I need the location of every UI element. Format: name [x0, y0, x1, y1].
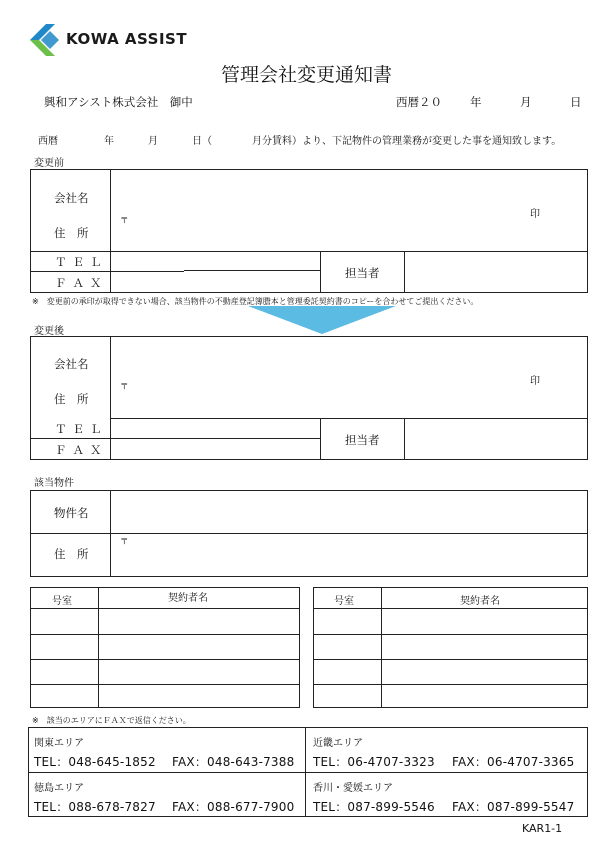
contact-fax-kinki: FAX：06-4707-3365: [452, 755, 575, 769]
before-heading: 変更前: [34, 158, 64, 169]
before-person-label: 担当者: [345, 266, 380, 280]
left-contractor-header: 契約者名: [168, 593, 208, 604]
tenant-table-right: [313, 587, 588, 708]
contact-fax-kanto: FAX：048-643-7388: [172, 755, 295, 769]
intro-era: 西暦: [38, 136, 58, 147]
down-arrow-icon: [248, 306, 396, 334]
after-seal: 印: [530, 376, 540, 387]
contact-tel-kinki: TEL：06-4707-3323: [313, 755, 435, 769]
after-postal-mark: 〒: [120, 382, 129, 392]
before-tel-label: ＴＥＬ: [55, 255, 108, 269]
before-note: ※ 変更前の承印が取得できない場合、該当物件の不動産登記簿謄本と管理委託契約書のコピーを合わせてご提出ください。: [32, 297, 479, 306]
property-postal-mark: 〒: [120, 537, 129, 547]
contact-note: ※ 該当のエリアにＦＡＸで返信ください。: [32, 716, 191, 725]
before-table: [30, 169, 588, 293]
before-fax-label: ＦＡＸ: [55, 276, 108, 290]
right-room-header: 号室: [334, 596, 354, 607]
intro-month: 月: [148, 136, 158, 147]
kowa-logo-icon: [28, 22, 68, 58]
date-month: 月: [520, 95, 532, 109]
logo-text: KOWA ASSIST: [66, 30, 188, 48]
intro-year: 年: [104, 136, 114, 147]
before-postal-mark: 〒: [120, 216, 129, 226]
before-seal: 印: [530, 209, 540, 220]
intro-text: 月分賃料）より、下記物件の管理業務が変更した事を通知致します。: [252, 136, 562, 147]
date-era: 西暦２０: [396, 95, 442, 109]
after-company-label: 会社名: [54, 357, 89, 371]
property-heading: 該当物件: [34, 478, 74, 489]
footer-code: KAR1-1: [522, 822, 563, 835]
property-name-label: 物件名: [54, 506, 89, 520]
contact-area-kanto: 関東エリア: [34, 738, 84, 749]
after-tel-label: ＴＥＬ: [55, 422, 108, 436]
document-title: 管理会社変更通知書: [220, 64, 392, 86]
contact-fax-tokushima: FAX：088-677-7900: [172, 800, 295, 814]
company-logo: [28, 22, 210, 58]
date-day: 日: [570, 95, 582, 109]
after-person-label: 担当者: [345, 433, 380, 447]
contact-tel-kagawa-ehime: TEL：087-899-5546: [313, 800, 435, 814]
contact-area-kinki: 近畿エリア: [313, 738, 363, 749]
property-address-label: 住 所: [54, 547, 89, 561]
after-heading: 変更後: [34, 326, 64, 337]
contact-area-kagawa-ehime: 香川・愛媛エリア: [313, 783, 393, 794]
left-room-header: 号室: [52, 596, 72, 607]
addressee: 興和アシスト株式会社 御中: [44, 95, 193, 109]
after-table: [30, 336, 588, 460]
contact-tel-kanto: TEL：048-645-1852: [34, 755, 156, 769]
intro-day: 日（: [192, 136, 212, 147]
after-fax-label: ＦＡＸ: [55, 443, 108, 457]
contact-tel-tokushima: TEL：088-678-7827: [34, 800, 156, 814]
before-company-label: 会社名: [54, 191, 89, 205]
right-contractor-header: 契約者名: [460, 596, 500, 607]
after-address-label: 住 所: [54, 392, 89, 406]
contact-area-tokushima: 徳島エリア: [34, 783, 84, 794]
date-year: 年: [470, 95, 482, 109]
before-address-label: 住 所: [54, 226, 89, 240]
contact-fax-kagawa-ehime: FAX：087-899-5547: [452, 800, 575, 814]
